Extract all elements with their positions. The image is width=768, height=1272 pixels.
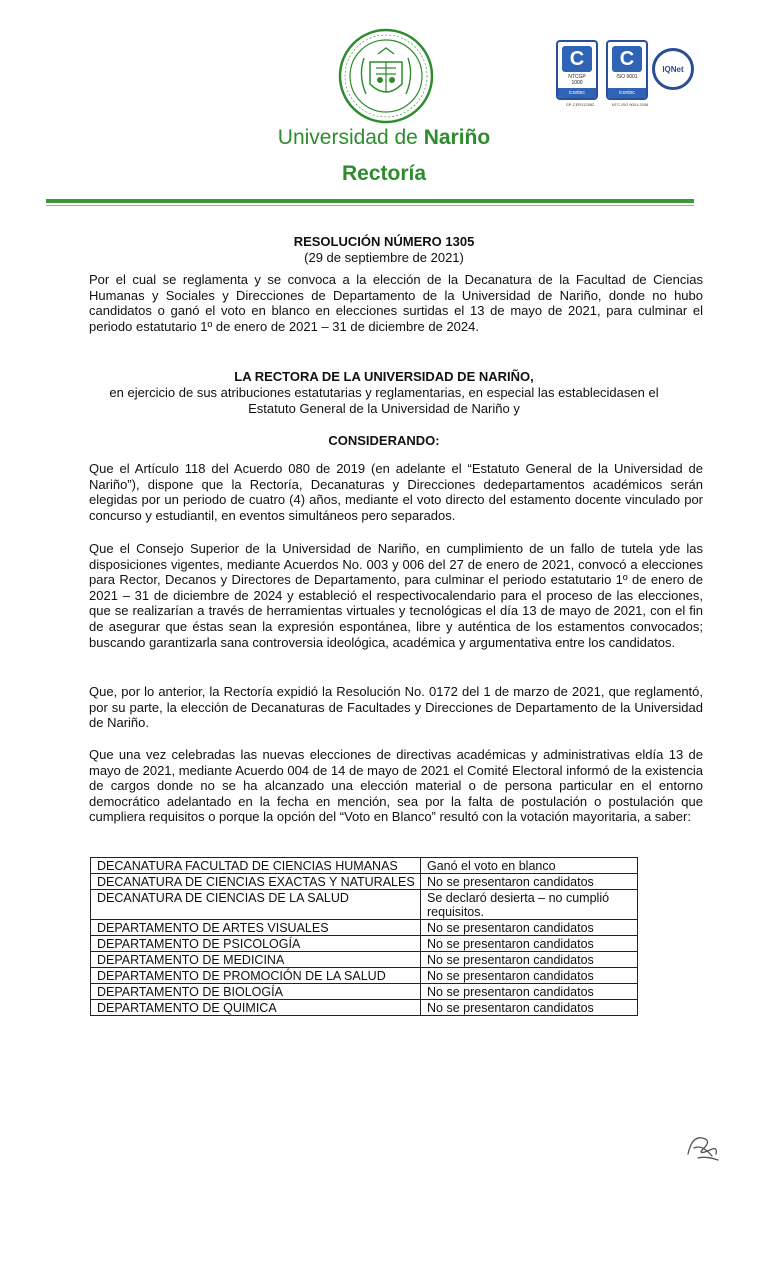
university-seal-icon bbox=[338, 28, 434, 124]
university-name-prefix: Universidad de bbox=[277, 126, 424, 149]
authority-heading: LA RECTORA DE LA UNIVERSIDAD DE NARIÑO, bbox=[234, 369, 534, 384]
table-cell-office: DEPARTAMENTO DE MEDICINA bbox=[91, 952, 421, 968]
table-cell-result: No se presentaron candidatos bbox=[421, 968, 638, 984]
table-cell-office: DEPARTAMENTO DE QUIMICA bbox=[91, 1000, 421, 1016]
cert-ntcgp-badge bbox=[556, 40, 604, 107]
table-row bbox=[91, 968, 638, 984]
authority-line-2: Estatuto General de la Universidad de Nariño y bbox=[248, 401, 520, 416]
considerando-paragraph-4: Que una vez celebradas las nuevas elecciones de directivas académicas y administrativas eldía 13 de mayo de 2021, mediante Acuerdo 004 de 14 de mayo de 2021 el Comité Electoral informó de la existencia de cargos donde no se ha alcanzado una elección material o de persona particular en el entorno democrático adelantado en la fecha en mención, sea por la falta de postulación o postulación que cumpliera requisitos o porque la opción del “Voto en Blanco” resultó con la votación mayoritaria, a saber: bbox=[89, 747, 703, 825]
table-row bbox=[91, 1000, 638, 1016]
table-cell-office: DECANATURA DE CIENCIAS DE LA SALUD bbox=[91, 890, 421, 920]
resolution-title: RESOLUCIÓN NÚMERO 1305 bbox=[293, 234, 475, 249]
office-title: Rectoría bbox=[341, 162, 427, 185]
cert-code: ISO 9001 bbox=[616, 74, 638, 80]
authority-line-1: en ejercicio de sus atribuciones estatutarias y reglamentarias, en especial las establecidasen el bbox=[109, 385, 659, 400]
cert-code: NTCGP 1000 bbox=[568, 74, 586, 86]
table-cell-result: Ganó el voto en blanco bbox=[421, 858, 638, 874]
university-name-bold: Nariño bbox=[423, 126, 491, 149]
university-name bbox=[0, 126, 768, 150]
considerando-paragraph-2: Que el Consejo Superior de la Universidad de Nariño, en cumplimiento de un fallo de tutela yde las disposiciones vigentes, mediante Acuerdos No. 003 y 006 del 27 de enero de 2021, convocó a elecciones para Rector, Decanos y Directores de Departamento, para culminar el periodo estatutario 1º de enero de 2021 – 31 de diciembre de 2024 y estableció el respectivocalendario para el proceso de las elecciones, que se realizarían a través de herramientas virtuales y tecnológicas el día 13 de mayo de 2021, con el fin de asegurar que éstas sean la expresión espontánea, libre y auténtica de los estamentos convocados; buscando garantizarla sana controversia ideológica, académica y argumentativa entre los candidatos. bbox=[89, 541, 703, 650]
table-cell-result: No se presentaron candidatos bbox=[421, 936, 638, 952]
signature-initials-icon bbox=[682, 1126, 724, 1166]
cert-band: icontec bbox=[608, 88, 646, 98]
table-cell-office: DEPARTAMENTO DE ARTES VISUALES bbox=[91, 920, 421, 936]
election-results-table bbox=[90, 857, 638, 1016]
cert-band: icontec bbox=[558, 88, 596, 98]
table-cell-office: DEPARTAMENTO DE PROMOCIÓN DE LA SALUD bbox=[91, 968, 421, 984]
table-row bbox=[91, 858, 638, 874]
table-cell-result: No se presentaron candidatos bbox=[421, 920, 638, 936]
table-cell-result: No se presentaron candidatos bbox=[421, 1000, 638, 1016]
table-cell-office: DECANATURA DE CIENCIAS EXACTAS Y NATURALES bbox=[91, 874, 421, 890]
table-cell-office: DEPARTAMENTO DE PSICOLOGÍA bbox=[91, 936, 421, 952]
table-cell-result: Se declaró desierta – no cumplió requisitos. bbox=[421, 890, 638, 920]
iqnet-logo-icon: IQNet bbox=[652, 48, 694, 90]
resolution-summary: Por el cual se reglamenta y se convoca a la elección de la Decanatura de la Facultad de Ciencias Humanas y Sociales y Direcciones de Departamento de la Universidad de Nariño, donde no hubo candidatos o ganó el voto en blanco en elecciones surtidas el 13 de mayo de 2021, para culminar el periodo estatutario 1º de enero de 2021 – 31 de diciembre de 2024. bbox=[89, 272, 703, 334]
table-cell-result: No se presentaron candidatos bbox=[421, 874, 638, 890]
table-cell-result: No se presentaron candidatos bbox=[421, 984, 638, 1000]
cert-caption: GP-CER112582 bbox=[565, 102, 595, 107]
resolution-date: (29 de septiembre de 2021) bbox=[304, 250, 464, 265]
icontec-logo-icon: C bbox=[612, 46, 642, 72]
cert-caption: NTC-ISO 9001:2008 bbox=[611, 102, 649, 107]
cert-iso-badge bbox=[606, 40, 654, 107]
considerando-paragraph-3: Que, por lo anterior, la Rectoría expidió la Resolución No. 0172 del 1 de marzo de 2021, que reglamentó, por su parte, la elección de Decanaturas de Facultades y Direcciones de Departamento de la Universidad de Nariño. bbox=[89, 684, 703, 731]
certification-logos bbox=[556, 40, 700, 120]
header-divider bbox=[46, 199, 694, 203]
header-divider-thin bbox=[46, 205, 694, 206]
considerando-paragraph-1: Que el Artículo 118 del Acuerdo 080 de 2019 (en adelante el “Estatuto General de la Universidad de Nariño”), dispone que la Rectoría, Decanaturas y Direcciones dedepartamentos académicos serán elegidas por un periodo de cuatro (4) años, mediante el voto directo del estamento docente vinculado por concurso y estudiantil, en eventos simultáneos pero separados. bbox=[89, 461, 703, 523]
table-row bbox=[91, 936, 638, 952]
icontec-logo-icon: C bbox=[562, 46, 592, 72]
table-row bbox=[91, 874, 638, 890]
table-row bbox=[91, 984, 638, 1000]
table-cell-office: DECANATURA FACULTAD DE CIENCIAS HUMANAS bbox=[91, 858, 421, 874]
considerando-heading: CONSIDERANDO: bbox=[328, 433, 440, 448]
table-row bbox=[91, 952, 638, 968]
table-cell-office: DEPARTAMENTO DE BIOLOGÍA bbox=[91, 984, 421, 1000]
table-cell-result: No se presentaron candidatos bbox=[421, 952, 638, 968]
table-row bbox=[91, 890, 638, 920]
table-row bbox=[91, 920, 638, 936]
